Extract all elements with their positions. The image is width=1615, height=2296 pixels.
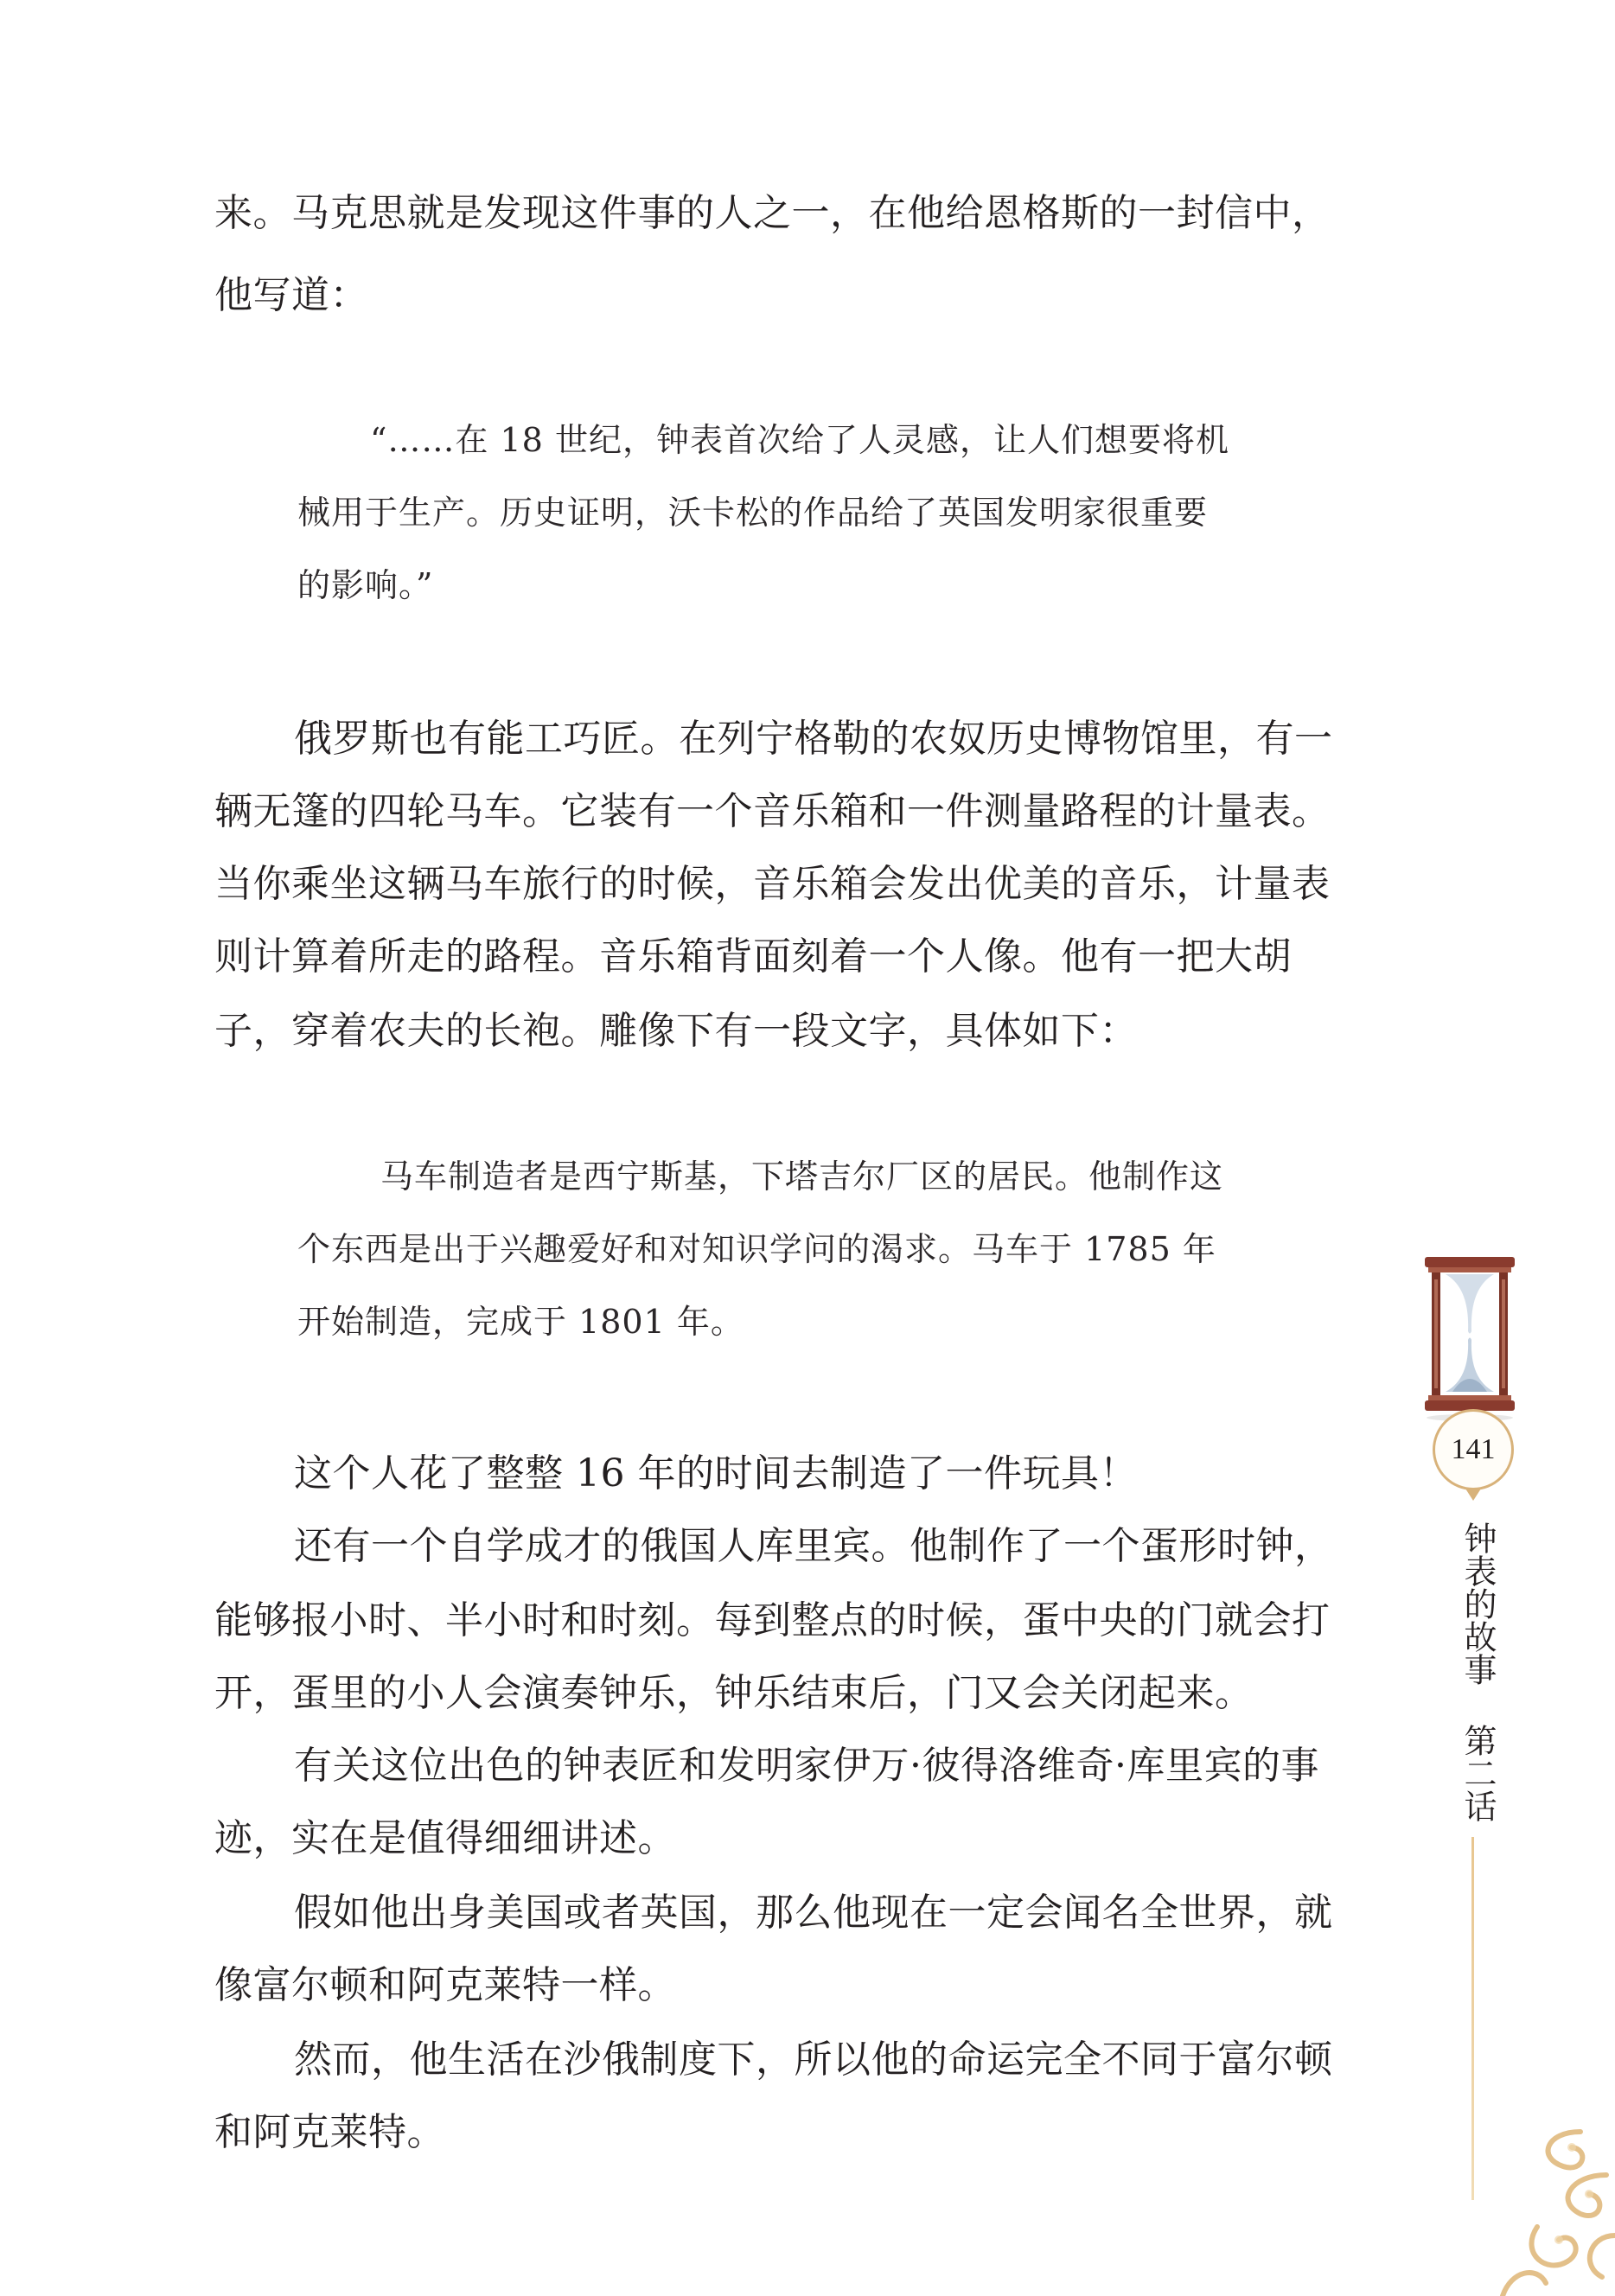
vertical-rule [1471, 1837, 1474, 2200]
body-line: 假如他出身美国或者英国，那么他现在一定会闻名全世界，就 [294, 1891, 1333, 1935]
quote-line: 的影响。” [297, 566, 434, 604]
body-line: 迹，实在是值得细细讲述。 [214, 1816, 676, 1860]
body-line: 则计算着所走的路程。音乐箱背面刻着一个人像。他有一把大胡 [214, 934, 1292, 979]
body-line: 开，蛋里的小人会演奏钟乐，钟乐结束后，门又会关闭起来。 [214, 1671, 1254, 1715]
scroll-ornament-icon [1485, 2123, 1615, 2296]
page-number-badge [1433, 1409, 1514, 1490]
quote-line: 个东西是出于兴趣爱好和对知识学问的渴求。马车于 1785 年 [297, 1230, 1216, 1268]
body-line: 能够报小时、半小时和时刻。每到整点的时候，蛋中央的门就会打 [214, 1598, 1331, 1642]
body-line: 来。马克思就是发现这件事的人之一，在他给恩格斯的一封信中， [214, 191, 1331, 235]
badge-pointer [1465, 1489, 1481, 1501]
body-line: 还有一个自学成才的俄国人库里宾。他制作了一个蛋形时钟， [294, 1524, 1333, 1568]
body-line: 像富尔顿和阿克莱特一样。 [214, 1963, 676, 2007]
body-line: 他写道： [214, 273, 368, 317]
quote-line: 马车制造者是西宁斯基，下塔吉尔厂区的居民。他制作这 [380, 1158, 1224, 1196]
page-number: 141 [1451, 1433, 1496, 1465]
quote-line: 开始制造，完成于 1801 年。 [297, 1303, 744, 1341]
body-line: 辆无篷的四轮马车。它装有一个音乐箱和一件测量路程的计量表。 [214, 789, 1331, 833]
quote-line: 械用于生产。历史证明，沃卡松的作品给了英国发明家很重要 [297, 494, 1209, 532]
body-line: 有关这位出色的钟表匠和发明家伊万·彼得洛维奇·库里宾的事 [294, 1744, 1319, 1788]
hourglass-icon [1418, 1253, 1522, 1426]
body-line: 和阿克莱特。 [214, 2110, 445, 2154]
running-title: 钟表的故事 第二话 [1459, 1521, 1497, 1822]
body-line: 然而，他生活在沙俄制度下，所以他的命运完全不同于富尔顿 [294, 2038, 1333, 2082]
body-line: 子，穿着农夫的长袍。雕像下有一段文字，具体如下： [214, 1009, 1138, 1053]
quote-line: “……在 18 世纪，钟表首次给了人灵感，让人们想要将机 [370, 421, 1229, 459]
body-line: 俄罗斯也有能工巧匠。在列宁格勒的农奴历史博物馆里，有一 [294, 717, 1333, 761]
body-line: 这个人花了整整 16 年的时间去制造了一件玩具！ [294, 1451, 1138, 1496]
body-line: 当你乘坐这辆马车旅行的时候，音乐箱会发出优美的音乐，计量表 [214, 862, 1331, 906]
